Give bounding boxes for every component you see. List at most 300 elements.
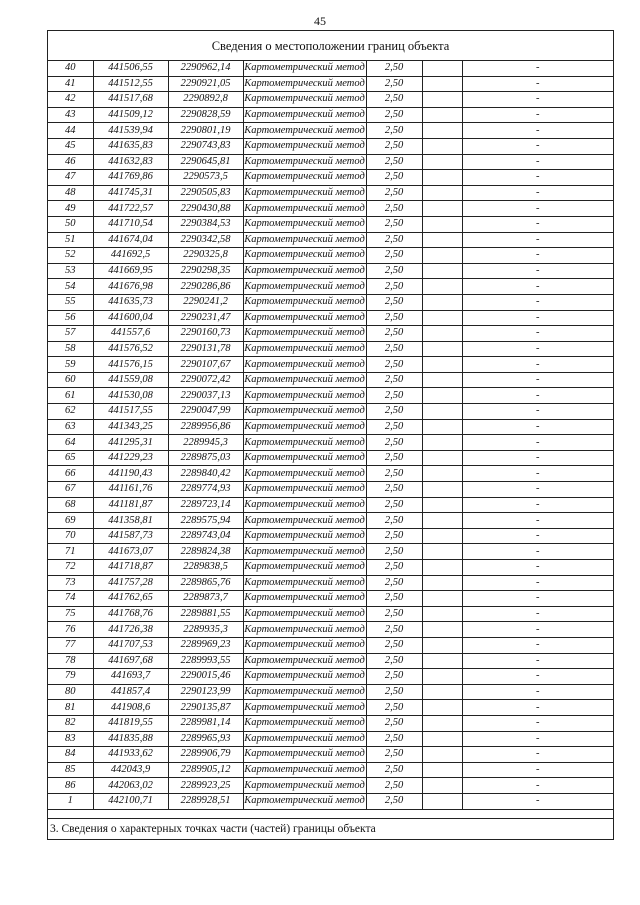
- accuracy-cell: 2,50: [366, 388, 422, 404]
- table-row: [48, 637, 613, 653]
- point-number-cell: 82: [48, 715, 93, 731]
- note-cell: -: [462, 185, 613, 201]
- accuracy-cell: 2,50: [366, 372, 422, 388]
- table-row: [48, 419, 613, 435]
- table-row: [48, 528, 613, 544]
- coord-y-cell: 2289928,51: [168, 793, 243, 809]
- method-cell: Картометрический метод: [243, 450, 366, 466]
- boundary-points-table: [48, 61, 613, 810]
- coord-y-cell: 2290037,13: [168, 388, 243, 404]
- section-title: Сведения о местоположении границ объекта: [48, 31, 613, 61]
- description-cell: [422, 778, 462, 794]
- description-cell: [422, 419, 462, 435]
- point-number-cell: 50: [48, 216, 93, 232]
- coord-x-cell: 441632,83: [93, 154, 168, 170]
- table-row: [48, 326, 613, 342]
- coord-y-cell: 2290342,58: [168, 232, 243, 248]
- note-cell: -: [462, 388, 613, 404]
- method-cell: Картометрический метод: [243, 606, 366, 622]
- coord-x-cell: 441512,55: [93, 76, 168, 92]
- method-cell: Картометрический метод: [243, 326, 366, 342]
- method-cell: Картометрический метод: [243, 544, 366, 560]
- coord-y-cell: 2289956,86: [168, 419, 243, 435]
- point-number-cell: 43: [48, 107, 93, 123]
- coord-x-cell: 441190,43: [93, 466, 168, 482]
- table-row: [48, 185, 613, 201]
- method-cell: Картометрический метод: [243, 294, 366, 310]
- accuracy-cell: 2,50: [366, 762, 422, 778]
- accuracy-cell: 2,50: [366, 700, 422, 716]
- table-row: [48, 341, 613, 357]
- table-row: [48, 731, 613, 747]
- table-row: [48, 544, 613, 560]
- coord-x-cell: 441669,95: [93, 263, 168, 279]
- table-row: [48, 279, 613, 295]
- coord-y-cell: 2289905,12: [168, 762, 243, 778]
- description-cell: [422, 326, 462, 342]
- accuracy-cell: 2,50: [366, 669, 422, 685]
- point-number-cell: 72: [48, 560, 93, 576]
- note-cell: -: [462, 294, 613, 310]
- method-cell: Картометрический метод: [243, 388, 366, 404]
- method-cell: Картометрический метод: [243, 715, 366, 731]
- point-number-cell: 81: [48, 700, 93, 716]
- coord-x-cell: 441726,38: [93, 622, 168, 638]
- accuracy-cell: 2,50: [366, 279, 422, 295]
- accuracy-cell: 2,50: [366, 185, 422, 201]
- coord-x-cell: 441161,76: [93, 482, 168, 498]
- point-number-cell: 57: [48, 326, 93, 342]
- coord-y-cell: 2289981,14: [168, 715, 243, 731]
- description-cell: [422, 591, 462, 607]
- note-cell: -: [462, 232, 613, 248]
- note-cell: -: [462, 653, 613, 669]
- accuracy-cell: 2,50: [366, 622, 422, 638]
- coord-y-cell: 2289575,94: [168, 513, 243, 529]
- accuracy-cell: 2,50: [366, 544, 422, 560]
- accuracy-cell: 2,50: [366, 435, 422, 451]
- accuracy-cell: 2,50: [366, 497, 422, 513]
- method-cell: Картометрический метод: [243, 513, 366, 529]
- coord-y-cell: 2289969,23: [168, 637, 243, 653]
- coord-y-cell: 2290892,8: [168, 92, 243, 108]
- table-row: [48, 107, 613, 123]
- table-row: [48, 591, 613, 607]
- note-cell: -: [462, 404, 613, 420]
- coord-y-cell: 2289945,3: [168, 435, 243, 451]
- coord-y-cell: 2290072,42: [168, 372, 243, 388]
- coord-y-cell: 2290123,99: [168, 684, 243, 700]
- coord-x-cell: 441674,04: [93, 232, 168, 248]
- table-row: [48, 388, 613, 404]
- table-row: [48, 357, 613, 373]
- coord-x-cell: 441707,53: [93, 637, 168, 653]
- coord-x-cell: 442043,9: [93, 762, 168, 778]
- point-number-cell: 76: [48, 622, 93, 638]
- table-row: [48, 138, 613, 154]
- description-cell: [422, 762, 462, 778]
- accuracy-cell: 2,50: [366, 326, 422, 342]
- coord-y-cell: 2289743,04: [168, 528, 243, 544]
- method-cell: Картометрический метод: [243, 684, 366, 700]
- note-cell: -: [462, 326, 613, 342]
- accuracy-cell: 2,50: [366, 466, 422, 482]
- note-cell: -: [462, 497, 613, 513]
- coord-x-cell: 441517,55: [93, 404, 168, 420]
- coord-x-cell: 441697,68: [93, 653, 168, 669]
- coord-x-cell: 441835,88: [93, 731, 168, 747]
- coord-x-cell: 441635,83: [93, 138, 168, 154]
- coord-x-cell: 442100,71: [93, 793, 168, 809]
- coord-y-cell: 2289824,38: [168, 544, 243, 560]
- coord-x-cell: 441757,28: [93, 575, 168, 591]
- accuracy-cell: 2,50: [366, 341, 422, 357]
- description-cell: [422, 637, 462, 653]
- coord-y-cell: 2290921,05: [168, 76, 243, 92]
- note-cell: -: [462, 341, 613, 357]
- coord-x-cell: 441768,76: [93, 606, 168, 622]
- method-cell: Картометрический метод: [243, 653, 366, 669]
- coord-x-cell: 441229,23: [93, 450, 168, 466]
- description-cell: [422, 294, 462, 310]
- coord-y-cell: 2289723,14: [168, 497, 243, 513]
- coord-y-cell: 2290298,35: [168, 263, 243, 279]
- accuracy-cell: 2,50: [366, 154, 422, 170]
- description-cell: [422, 497, 462, 513]
- coord-y-cell: 2290286,86: [168, 279, 243, 295]
- accuracy-cell: 2,50: [366, 294, 422, 310]
- description-cell: [422, 544, 462, 560]
- note-cell: -: [462, 154, 613, 170]
- accuracy-cell: 2,50: [366, 560, 422, 576]
- point-number-cell: 1: [48, 793, 93, 809]
- coord-x-cell: 441676,98: [93, 279, 168, 295]
- table-row: [48, 669, 613, 685]
- note-cell: -: [462, 700, 613, 716]
- table-row: [48, 61, 613, 76]
- note-cell: -: [462, 622, 613, 638]
- point-number-cell: 74: [48, 591, 93, 607]
- coord-y-cell: 2290384,53: [168, 216, 243, 232]
- note-cell: -: [462, 591, 613, 607]
- note-cell: -: [462, 310, 613, 326]
- table-row: [48, 310, 613, 326]
- note-cell: -: [462, 419, 613, 435]
- accuracy-cell: 2,50: [366, 263, 422, 279]
- coord-y-cell: 2290573,5: [168, 170, 243, 186]
- description-cell: [422, 76, 462, 92]
- note-cell: -: [462, 513, 613, 529]
- accuracy-cell: 2,50: [366, 107, 422, 123]
- method-cell: Картометрический метод: [243, 435, 366, 451]
- point-number-cell: 73: [48, 575, 93, 591]
- table-row: [48, 700, 613, 716]
- coord-y-cell: 2289906,79: [168, 747, 243, 763]
- point-number-cell: 75: [48, 606, 93, 622]
- method-cell: Картометрический метод: [243, 310, 366, 326]
- coord-y-cell: 2290325,8: [168, 248, 243, 264]
- coord-y-cell: 2290131,78: [168, 341, 243, 357]
- method-cell: Картометрический метод: [243, 357, 366, 373]
- method-cell: Картометрический метод: [243, 201, 366, 217]
- table-row: [48, 513, 613, 529]
- coord-y-cell: 2289873,7: [168, 591, 243, 607]
- method-cell: Картометрический метод: [243, 591, 366, 607]
- method-cell: Картометрический метод: [243, 372, 366, 388]
- coord-x-cell: 441587,73: [93, 528, 168, 544]
- coord-x-cell: 441933,62: [93, 747, 168, 763]
- description-cell: [422, 123, 462, 139]
- accuracy-cell: 2,50: [366, 778, 422, 794]
- method-cell: Картометрический метод: [243, 154, 366, 170]
- accuracy-cell: 2,50: [366, 61, 422, 76]
- note-cell: -: [462, 793, 613, 809]
- coord-y-cell: 2289838,5: [168, 560, 243, 576]
- description-cell: [422, 731, 462, 747]
- method-cell: Картометрический метод: [243, 92, 366, 108]
- note-cell: -: [462, 560, 613, 576]
- method-cell: Картометрический метод: [243, 560, 366, 576]
- note-cell: -: [462, 92, 613, 108]
- note-cell: -: [462, 762, 613, 778]
- point-number-cell: 51: [48, 232, 93, 248]
- coord-x-cell: 441718,87: [93, 560, 168, 576]
- note-cell: -: [462, 435, 613, 451]
- coord-x-cell: 441762,65: [93, 591, 168, 607]
- section-footer: 3. Сведения о характерных точках части (частей) границы объекта: [48, 818, 613, 839]
- point-number-cell: 56: [48, 310, 93, 326]
- table-row: [48, 92, 613, 108]
- method-cell: Картометрический метод: [243, 138, 366, 154]
- coord-x-cell: 442063,02: [93, 778, 168, 794]
- description-cell: [422, 232, 462, 248]
- description-cell: [422, 700, 462, 716]
- description-cell: [422, 560, 462, 576]
- accuracy-cell: 2,50: [366, 747, 422, 763]
- coord-x-cell: 441509,12: [93, 107, 168, 123]
- coord-y-cell: 2290743,83: [168, 138, 243, 154]
- description-cell: [422, 357, 462, 373]
- note-cell: -: [462, 450, 613, 466]
- method-cell: Картометрический метод: [243, 762, 366, 778]
- description-cell: [422, 715, 462, 731]
- method-cell: Картометрический метод: [243, 575, 366, 591]
- coord-x-cell: 441908,6: [93, 700, 168, 716]
- point-number-cell: 78: [48, 653, 93, 669]
- coord-y-cell: 2289935,3: [168, 622, 243, 638]
- description-cell: [422, 170, 462, 186]
- accuracy-cell: 2,50: [366, 513, 422, 529]
- table-row: [48, 123, 613, 139]
- coord-y-cell: 2289840,42: [168, 466, 243, 482]
- coord-y-cell: 2289923,25: [168, 778, 243, 794]
- description-cell: [422, 92, 462, 108]
- description-cell: [422, 107, 462, 123]
- note-cell: -: [462, 138, 613, 154]
- coord-y-cell: 2290962,14: [168, 61, 243, 76]
- coord-x-cell: 441576,15: [93, 357, 168, 373]
- accuracy-cell: 2,50: [366, 419, 422, 435]
- table-row: [48, 170, 613, 186]
- table-row: [48, 653, 613, 669]
- point-number-cell: 45: [48, 138, 93, 154]
- coord-x-cell: 441722,57: [93, 201, 168, 217]
- coord-x-cell: 441857,4: [93, 684, 168, 700]
- method-cell: Картометрический метод: [243, 170, 366, 186]
- accuracy-cell: 2,50: [366, 450, 422, 466]
- note-cell: -: [462, 372, 613, 388]
- accuracy-cell: 2,50: [366, 575, 422, 591]
- accuracy-cell: 2,50: [366, 684, 422, 700]
- coord-x-cell: 441539,94: [93, 123, 168, 139]
- method-cell: Картометрический метод: [243, 107, 366, 123]
- coord-y-cell: 2290241,2: [168, 294, 243, 310]
- point-number-cell: 68: [48, 497, 93, 513]
- table-row: [48, 560, 613, 576]
- description-cell: [422, 747, 462, 763]
- note-cell: -: [462, 778, 613, 794]
- accuracy-cell: 2,50: [366, 216, 422, 232]
- table-row: [48, 216, 613, 232]
- description-cell: [422, 201, 462, 217]
- point-number-cell: 80: [48, 684, 93, 700]
- coord-x-cell: 441693,7: [93, 669, 168, 685]
- note-cell: -: [462, 715, 613, 731]
- table-row: [48, 404, 613, 420]
- description-cell: [422, 513, 462, 529]
- description-cell: [422, 138, 462, 154]
- note-cell: -: [462, 61, 613, 76]
- coord-x-cell: 441673,07: [93, 544, 168, 560]
- coord-x-cell: 441819,55: [93, 715, 168, 731]
- coord-y-cell: 2290015,46: [168, 669, 243, 685]
- note-cell: -: [462, 123, 613, 139]
- table-row: [48, 466, 613, 482]
- point-number-cell: 61: [48, 388, 93, 404]
- description-cell: [422, 450, 462, 466]
- coord-y-cell: 2289875,03: [168, 450, 243, 466]
- note-cell: -: [462, 357, 613, 373]
- point-number-cell: 79: [48, 669, 93, 685]
- description-cell: [422, 684, 462, 700]
- coord-x-cell: 441530,08: [93, 388, 168, 404]
- point-number-cell: 86: [48, 778, 93, 794]
- description-cell: [422, 279, 462, 295]
- point-number-cell: 47: [48, 170, 93, 186]
- accuracy-cell: 2,50: [366, 482, 422, 498]
- description-cell: [422, 341, 462, 357]
- accuracy-cell: 2,50: [366, 170, 422, 186]
- method-cell: Картометрический метод: [243, 482, 366, 498]
- description-cell: [422, 482, 462, 498]
- method-cell: Картометрический метод: [243, 341, 366, 357]
- coord-x-cell: 441517,68: [93, 92, 168, 108]
- method-cell: Картометрический метод: [243, 185, 366, 201]
- description-cell: [422, 216, 462, 232]
- table-row: [48, 232, 613, 248]
- description-cell: [422, 263, 462, 279]
- point-number-cell: 54: [48, 279, 93, 295]
- point-number-cell: 58: [48, 341, 93, 357]
- coord-y-cell: 2289965,93: [168, 731, 243, 747]
- point-number-cell: 70: [48, 528, 93, 544]
- note-cell: -: [462, 731, 613, 747]
- method-cell: Картометрический метод: [243, 637, 366, 653]
- note-cell: -: [462, 669, 613, 685]
- description-cell: [422, 372, 462, 388]
- coord-y-cell: 2289865,76: [168, 575, 243, 591]
- note-cell: -: [462, 747, 613, 763]
- point-number-cell: 64: [48, 435, 93, 451]
- description-cell: [422, 622, 462, 638]
- note-cell: -: [462, 606, 613, 622]
- method-cell: Картометрический метод: [243, 747, 366, 763]
- accuracy-cell: 2,50: [366, 606, 422, 622]
- accuracy-cell: 2,50: [366, 357, 422, 373]
- note-cell: -: [462, 544, 613, 560]
- point-number-cell: 63: [48, 419, 93, 435]
- accuracy-cell: 2,50: [366, 138, 422, 154]
- description-cell: [422, 435, 462, 451]
- point-number-cell: 53: [48, 263, 93, 279]
- accuracy-cell: 2,50: [366, 528, 422, 544]
- point-number-cell: 84: [48, 747, 93, 763]
- accuracy-cell: 2,50: [366, 731, 422, 747]
- description-cell: [422, 185, 462, 201]
- table-row: [48, 684, 613, 700]
- description-cell: [422, 388, 462, 404]
- method-cell: Картометрический метод: [243, 419, 366, 435]
- accuracy-cell: 2,50: [366, 310, 422, 326]
- method-cell: Картометрический метод: [243, 669, 366, 685]
- accuracy-cell: 2,50: [366, 591, 422, 607]
- coord-y-cell: 2290801,19: [168, 123, 243, 139]
- method-cell: Картометрический метод: [243, 700, 366, 716]
- method-cell: Картометрический метод: [243, 123, 366, 139]
- table-row: [48, 201, 613, 217]
- coord-y-cell: 2290231,47: [168, 310, 243, 326]
- page-number: 45: [314, 14, 326, 28]
- coord-y-cell: 2289993,55: [168, 653, 243, 669]
- note-cell: -: [462, 216, 613, 232]
- table-row: [48, 263, 613, 279]
- accuracy-cell: 2,50: [366, 793, 422, 809]
- point-number-cell: 41: [48, 76, 93, 92]
- coord-y-cell: 2290107,67: [168, 357, 243, 373]
- method-cell: Картометрический метод: [243, 248, 366, 264]
- accuracy-cell: 2,50: [366, 404, 422, 420]
- accuracy-cell: 2,50: [366, 653, 422, 669]
- table-row: [48, 154, 613, 170]
- note-cell: -: [462, 637, 613, 653]
- point-number-cell: 55: [48, 294, 93, 310]
- point-number-cell: 60: [48, 372, 93, 388]
- coord-x-cell: 441576,52: [93, 341, 168, 357]
- method-cell: Картометрический метод: [243, 466, 366, 482]
- coord-x-cell: 441343,25: [93, 419, 168, 435]
- coord-x-cell: 441600,04: [93, 310, 168, 326]
- accuracy-cell: 2,50: [366, 715, 422, 731]
- accuracy-cell: 2,50: [366, 637, 422, 653]
- description-cell: [422, 793, 462, 809]
- method-cell: Картометрический метод: [243, 778, 366, 794]
- point-number-cell: 66: [48, 466, 93, 482]
- method-cell: Картометрический метод: [243, 263, 366, 279]
- table-row: [48, 778, 613, 794]
- coord-y-cell: 2290828,59: [168, 107, 243, 123]
- description-cell: [422, 61, 462, 76]
- point-number-cell: 83: [48, 731, 93, 747]
